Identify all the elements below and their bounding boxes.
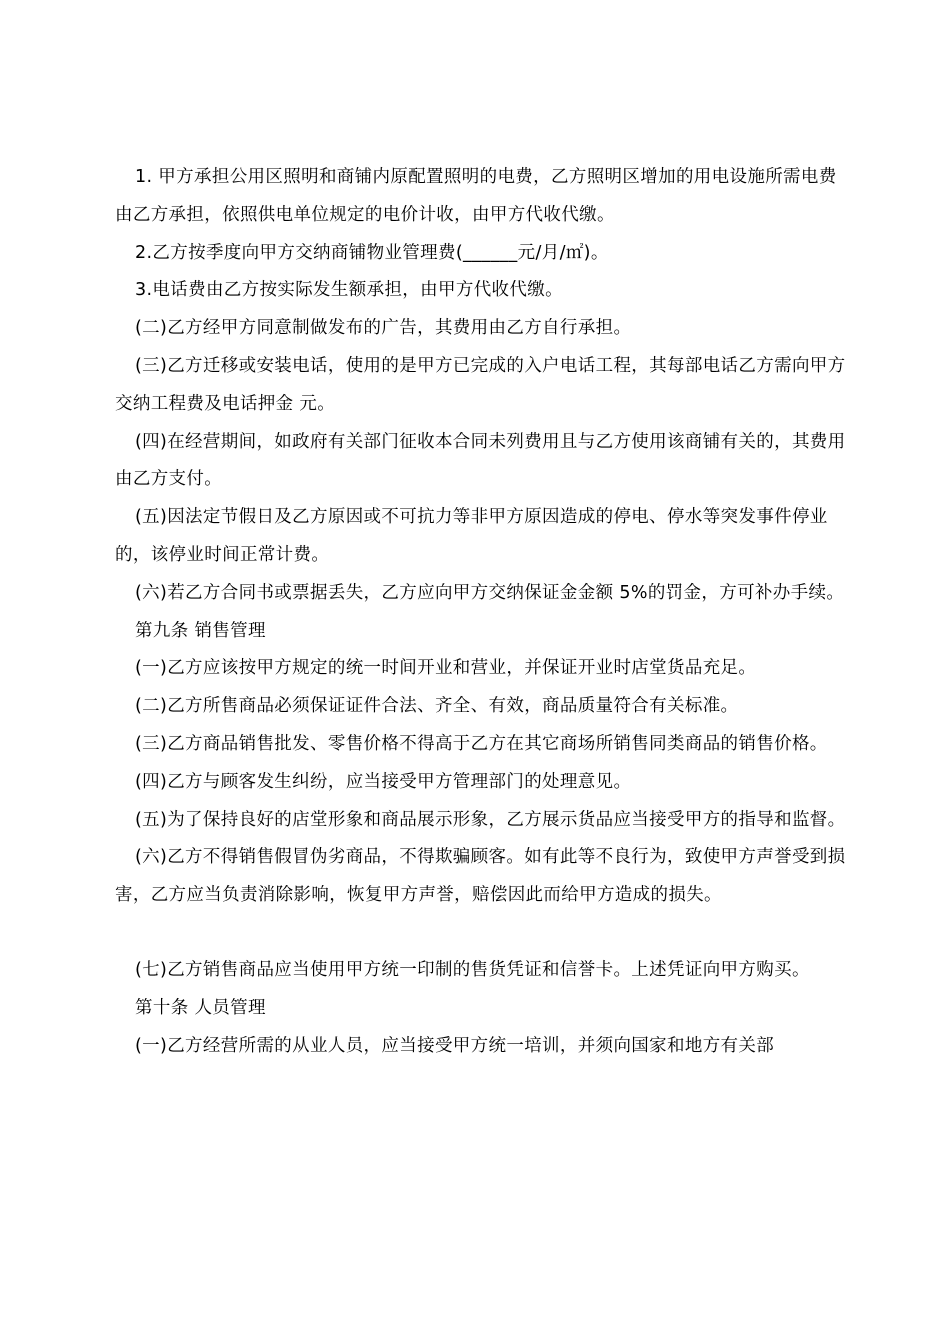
paragraph-property-fee: 2.乙方按季度向甲方交纳商铺物业管理费(______元/月/㎡)。 bbox=[135, 242, 609, 263]
paragraph-opening-hours: (一)乙方应该按甲方规定的统一时间开业和营业，并保证开业时店堂货品充足。 bbox=[135, 658, 757, 679]
article-9-heading: 第九条 销售管理 bbox=[135, 620, 266, 641]
article-10-heading: 第十条 人员管理 bbox=[135, 997, 266, 1018]
document-body bbox=[115, 159, 847, 1065]
paragraph-spacer bbox=[115, 915, 847, 952]
paragraph-government-fees: (四)在经营期间，如政府有关部门征收本合同未列费用且与乙方使用该商铺有关的，其费用由乙方支付。 bbox=[115, 431, 846, 490]
paragraph-utility-electricity: 1. 甲方承担公用区照明和商铺内原配置照明的电费，乙方照明区增加的用电设施所需电费由乙方承担，依照供电单位规定的电价计收，由甲方代收代缴。 bbox=[115, 167, 837, 225]
paragraph-counterfeit-goods: (六)乙方不得销售假冒伪劣商品，不得欺骗顾客。如有此等不良行为，致使甲方声誉受到损害，乙方应当负责消除影响，恢复甲方声誉，赔偿因此而给甲方造成的损失。 bbox=[115, 847, 846, 906]
paragraph-holiday-suspension: (五)因法定节假日及乙方原因或不可抗力等非甲方原因造成的停电、停水等突发事件停业的，该停业时间正常计费。 bbox=[115, 507, 828, 565]
paragraph-display-supervision: (五)为了保持良好的店堂形象和商品展示形象，乙方展示货品应当接受甲方的指导和监督。 bbox=[135, 809, 846, 830]
paragraph-staff-training: (一)乙方经营所需的从业人员，应当接受甲方统一培训，并须向国家和地方有关部 bbox=[135, 1035, 775, 1056]
paragraph-sales-vouchers: (七)乙方销售商品应当使用甲方统一印制的售货凭证和信誉卡。上述凭证向甲方购买。 bbox=[135, 959, 810, 980]
paragraph-lost-documents: (六)若乙方合同书或票据丢失，乙方应向甲方交纳保证金金额 5%的罚金，方可补办手续。 bbox=[135, 582, 845, 603]
paragraph-product-quality: (二)乙方所售商品必须保证证件合法、齐全、有效，商品质量符合有关标准。 bbox=[135, 696, 739, 717]
paragraph-customer-disputes: (四)乙方与顾客发生纠纷，应当接受甲方管理部门的处理意见。 bbox=[135, 771, 632, 792]
paragraph-advertising: (二)乙方经甲方同意制做发布的广告，其费用由乙方自行承担。 bbox=[135, 318, 632, 339]
paragraph-pricing: (三)乙方商品销售批发、零售价格不得高于乙方在其它商场所销售同类商品的销售价格。 bbox=[135, 733, 828, 754]
paragraph-telephone-install: (三)乙方迁移或安装电话，使用的是甲方已完成的入户电话工程，其每部电话乙方需向甲方交纳工程费及电话押金 元。 bbox=[115, 355, 846, 414]
paragraph-telephone-fee: 3.电话费由乙方按实际发生额承担，由甲方代收代缴。 bbox=[135, 280, 563, 301]
